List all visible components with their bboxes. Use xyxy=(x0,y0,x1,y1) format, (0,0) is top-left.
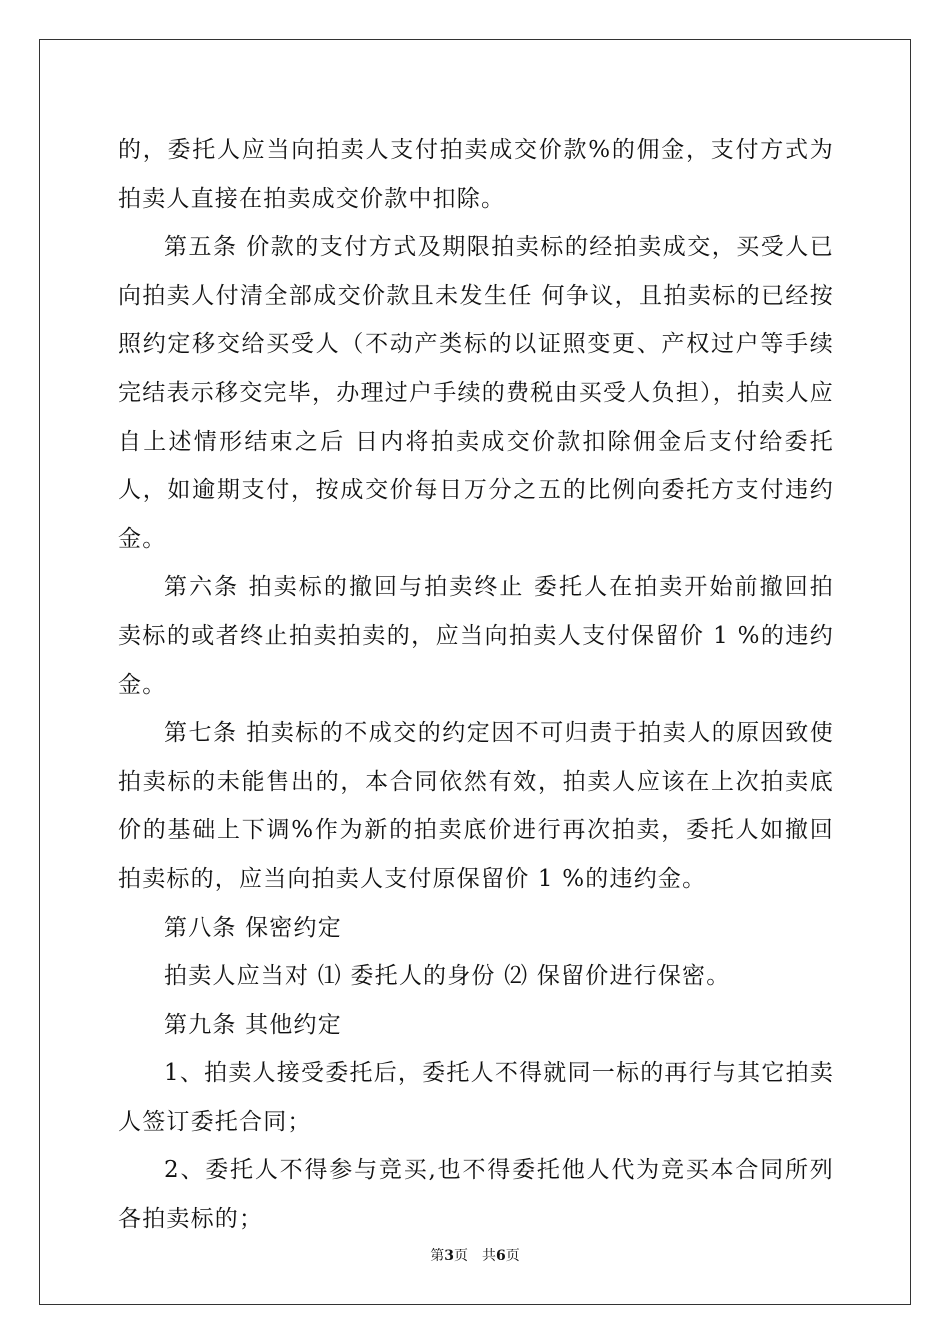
footer-prefix: 第 xyxy=(430,1248,445,1264)
paragraph-article-5: 第五条 价款的支付方式及期限拍卖标的经拍卖成交，买受人已向拍卖人付清全部成交价款且未发生任 何争议，且拍卖标的已经按照约定移交给买受人（不动产类标的以证照变更、产权过户等手续完结表示移交完毕，办理过户手续的费税由买受人负担），拍卖人应自上述情形结束之后 日内将拍卖成交价款扣除佣金后支付给委托人，如逾期支付，按成交价每日万分之五的比例向委托方支付违约金。 xyxy=(118,234,834,552)
footer-middle: 页 共 xyxy=(454,1248,496,1264)
paragraph-1: 的，委托人应当向拍卖人支付拍卖成交价款%的佣金，支付方式为拍卖人直接在拍卖成交价款中扣除。 xyxy=(118,137,834,212)
paragraph-confidentiality: 拍卖人应当对 ⑴ 委托人的身份 ⑵ 保留价进行保密。 xyxy=(164,963,731,990)
footer-total-pages: 6 xyxy=(496,1248,506,1264)
paragraph-article-7: 第七条 拍卖标的不成交的约定因不可归责于拍卖人的原因致使拍卖标的未能售出的，本合同依然有效，拍卖人应该在上次拍卖底价的基础上下调%作为新的拍卖底价进行再次拍卖，委托人如撤回拍卖标的，应当向拍卖人支付原保留价 1 %的违约金。 xyxy=(118,720,834,892)
page-number-footer xyxy=(0,1245,950,1265)
paragraph-article-6: 第六条 拍卖标的撤回与拍卖终止 委托人在拍卖开始前撤回拍卖标的或者终止拍卖拍卖的，应当向拍卖人支付保留价 1 %的违约金。 xyxy=(118,574,834,698)
footer-suffix: 页 xyxy=(505,1248,520,1264)
heading-article-8: 第八条 保密约定 xyxy=(164,914,342,941)
heading-article-9: 第九条 其他约定 xyxy=(164,1011,342,1038)
list-item-2: 2、委托人不得参与竞买,也不得委托他人代为竞买本合同所列各拍卖标的； xyxy=(118,1157,834,1233)
document-body xyxy=(118,126,834,1244)
list-item-1: 1、拍卖人接受委托后，委托人不得就同一标的再行与其它拍卖人签订委托合同； xyxy=(118,1060,834,1135)
footer-current-page: 3 xyxy=(444,1248,454,1264)
